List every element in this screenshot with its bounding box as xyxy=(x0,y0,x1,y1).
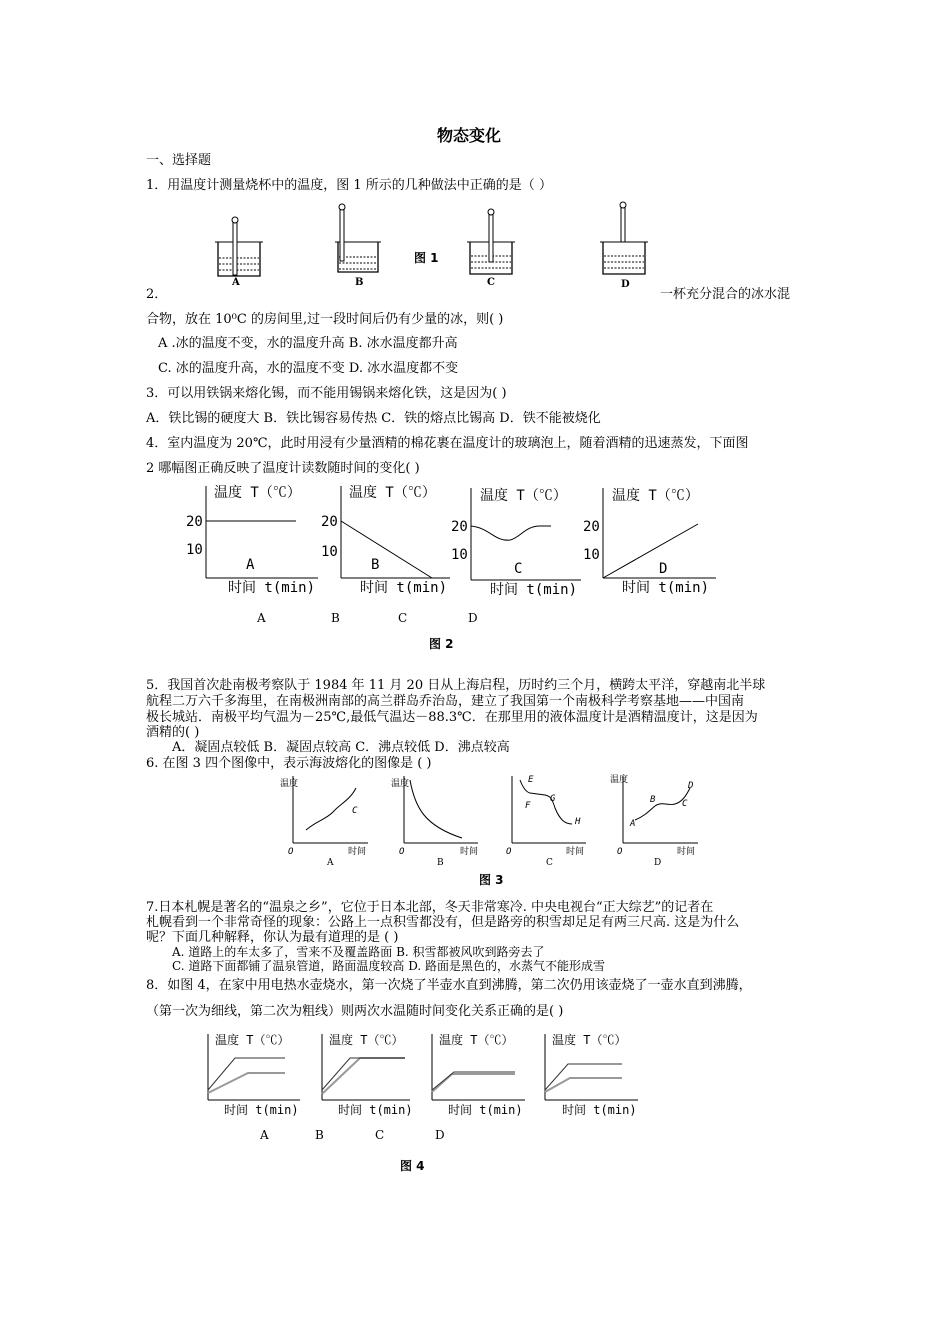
question-3-options: A．铁比锡的硬度大 B．铁比锡容易传热 C．铁的熔点比锡高 D．铁不能被烧化 xyxy=(146,411,601,426)
graph-3c-label-g: G xyxy=(550,794,556,804)
graph-4d-xlabel: 时间 t(min) xyxy=(562,1103,637,1117)
figure-3-caption: 图 3 xyxy=(479,873,504,887)
graph-2a xyxy=(186,484,318,596)
graph-4b xyxy=(322,1032,413,1117)
graph-3d-ylabel: 温度 xyxy=(610,775,629,785)
graph-4c xyxy=(432,1032,525,1117)
graph-3b xyxy=(391,776,478,857)
graph-2c-tick-20: 20 xyxy=(451,519,468,535)
graph-3a xyxy=(280,776,368,857)
fig3-option-b: B xyxy=(437,858,444,868)
figure-4-graphs xyxy=(0,1028,950,1128)
graph-4a-ylabel: 温度 T（℃） xyxy=(215,1033,290,1047)
graph-2b-xlabel: 时间 t(min) xyxy=(360,580,448,596)
graph-2c-ylabel: 温度 T（℃） xyxy=(480,488,567,504)
fig1-label-d: D xyxy=(621,279,630,290)
graph-3d-label-c: C xyxy=(682,799,688,809)
graph-4a xyxy=(208,1032,300,1117)
graph-3b-origin: O xyxy=(399,847,405,857)
graph-3d xyxy=(610,773,698,857)
graph-4c-xlabel: 时间 t(min) xyxy=(448,1103,523,1117)
graph-3a-label-c: C xyxy=(352,806,358,816)
question-6-text: 6. 在图 3 四个图像中，表示海波熔化的图像是 ( ) xyxy=(146,756,432,771)
graph-4c-ylabel: 温度 T（℃） xyxy=(439,1033,514,1047)
graph-2c-tick-10: 10 xyxy=(451,547,468,563)
graph-2a-ylabel: 温度 T（℃） xyxy=(214,485,301,501)
graph-2b-tick-20: 20 xyxy=(321,514,338,530)
graph-2a-tick-20: 20 xyxy=(186,514,203,530)
fig2-option-a: A xyxy=(257,611,266,625)
figure-4-caption: 图 4 xyxy=(400,1159,425,1173)
graph-2a-letter: A xyxy=(246,557,255,573)
fig2-option-b: B xyxy=(331,611,340,625)
question-7-line1: 7.日本札幌是著名的“温泉之乡”，它位于日本北部，冬天非常寒冷. 中央电视台“正大综艺”的记者在 xyxy=(146,900,714,915)
figure-1-beakers xyxy=(0,200,950,300)
beaker-b xyxy=(335,204,381,272)
question-4-line2: 2 哪幅图正确反映了温度计读数随时间的变化( ) xyxy=(146,461,420,476)
graph-2b-tick-10: 10 xyxy=(321,544,338,560)
question-1-text: 1．用温度计测量烧杯中的温度，图 1 所示的几种做法中正确的是（ ） xyxy=(146,178,552,193)
graph-3a-ylabel: 温度 xyxy=(280,779,299,789)
fig3-option-d: D xyxy=(654,858,662,868)
fig1-label-a: A xyxy=(232,277,240,288)
question-2-number: 2． xyxy=(146,287,168,302)
question-5-line2: 航程二万六千多海里，在南极洲南部的高兰群岛乔治岛，建立了我国第一个南极科学考察基地——中国南 xyxy=(146,694,745,709)
question-2-text-right: 一杯充分混合的冰水混 xyxy=(660,287,791,302)
question-3-text: 3．可以用铁锅来熔化锡，而不能用锡锅来熔化铁，这是因为( ) xyxy=(146,386,507,401)
graph-2a-tick-10: 10 xyxy=(186,542,203,558)
question-4-line1: 4．室内温度为 20℃，此时用浸有少量酒精的棉花裹在温度计的玻璃泡上，随着酒精的迅速蒸发，下面图 xyxy=(146,436,749,451)
graph-4d-ylabel: 温度 T（℃） xyxy=(552,1033,627,1047)
graph-3c-label-h: H xyxy=(575,817,581,827)
graph-2d-tick-10: 10 xyxy=(583,547,600,563)
fig4-option-b: B xyxy=(315,1128,324,1142)
fig4-option-c: C xyxy=(375,1128,385,1142)
graph-3c-label-f: F xyxy=(525,801,531,811)
fig3-option-a: A xyxy=(327,858,334,868)
graph-2d-xlabel: 时间 t(min) xyxy=(622,580,710,596)
beaker-d xyxy=(600,202,648,274)
graph-2c-xlabel: 时间 t(min) xyxy=(490,582,578,598)
question-7-line3: 呢？下面几种解释，你认为最有道理的是 ( ) xyxy=(146,930,399,945)
figure-2-caption: 图 2 xyxy=(429,637,454,651)
question-2-options-cd: C. 冰的温度升高，水的温度不变 D. 冰水温度都不变 xyxy=(158,361,459,376)
question-5-options: A．凝固点较低 B．凝固点较高 C．沸点较低 D．沸点较高 xyxy=(172,740,510,755)
question-8-line1: 8．如图 4，在家中用电热水壶烧水，第一次烧了半壶水直到沸腾，第二次仍用该壶烧了一壶水直到沸腾， xyxy=(146,978,752,993)
question-8-line2: （第一次为细线，第二次为粗线）则两次水温随时间变化关系正确的是( ) xyxy=(146,1004,564,1019)
graph-3d-label-b: B xyxy=(650,795,656,805)
question-7-options-cd: C. 道路下面都铺了温泉管道，路面温度较高 D. 路面是黑色的，水蒸气不能形成雪 xyxy=(172,959,606,973)
graph-3c-label-e: E xyxy=(528,775,534,785)
graph-3c-origin: O xyxy=(506,847,512,857)
graph-2c xyxy=(451,487,581,598)
question-2-options-ab: A .冰的温度不变，水的温度升高 B. 冰水温度都升高 xyxy=(158,336,458,351)
fig4-option-d: D xyxy=(435,1128,445,1142)
fig1-label-c: C xyxy=(487,277,495,288)
graph-3c-xlabel: 时间 xyxy=(566,847,585,857)
fig3-option-c: C xyxy=(546,858,553,868)
section-heading: 一、选择题 xyxy=(146,153,212,168)
question-2-text: 合物，放在 10⁰C 的房间里,过一段时间后仍有少量的冰，则( ) xyxy=(146,312,504,327)
page-title: 物态变化 xyxy=(437,126,502,145)
graph-2d-ylabel: 温度 T（℃） xyxy=(612,488,699,504)
graph-4b-xlabel: 时间 t(min) xyxy=(338,1103,413,1117)
fig4-option-a: A xyxy=(260,1128,269,1142)
graph-3a-xlabel: 时间 xyxy=(348,847,367,857)
beaker-a xyxy=(215,217,263,276)
graph-3b-xlabel: 时间 xyxy=(460,847,479,857)
graph-2d-tick-20: 20 xyxy=(583,519,600,535)
fig2-option-d: D xyxy=(468,611,478,625)
question-7-options-ab: A. 道路上的车太多了，雪来不及覆盖路面 B. 积雪都被风吹到路旁去了 xyxy=(172,945,545,959)
question-5-line4: 酒精的( ) xyxy=(146,725,200,740)
graph-4b-ylabel: 温度 T（℃） xyxy=(329,1033,404,1047)
graph-3b-ylabel: 温度 xyxy=(391,779,410,789)
figure-1-caption: 图 1 xyxy=(414,251,439,265)
fig2-option-c: C xyxy=(398,611,408,625)
graph-2b-letter: B xyxy=(371,557,380,573)
graph-2b xyxy=(321,484,450,596)
graph-3d-xlabel: 时间 xyxy=(677,847,696,857)
fig1-label-b: B xyxy=(355,277,364,288)
graph-4d xyxy=(545,1032,638,1117)
graph-3d-label-d: D xyxy=(688,781,694,791)
graph-3d-label-a: A xyxy=(630,819,636,829)
graph-3c xyxy=(506,775,586,857)
graph-2d-letter: D xyxy=(659,561,668,577)
graph-3a-origin: O xyxy=(288,847,294,857)
question-7-line2: 札幌看到一个非常奇怪的现象：公路上一点积雪都没有，但是路旁的积雪却足足有两三尺高. 这是为什么 xyxy=(146,915,740,930)
graph-2d xyxy=(583,487,716,596)
figure-3-graphs xyxy=(0,768,950,878)
question-5-line1: 5．我国首次赴南极考察队于 1984 年 11 月 20 日从上海启程，历时约三个月，横跨太平洋，穿越南北半球 xyxy=(146,678,766,693)
graph-2c-letter: C xyxy=(514,561,523,577)
graph-4a-xlabel: 时间 t(min) xyxy=(224,1103,299,1117)
beaker-c xyxy=(467,209,515,274)
graph-2a-xlabel: 时间 t(min) xyxy=(228,580,316,596)
graph-2b-ylabel: 温度 T（℃） xyxy=(349,485,436,501)
figure-2-graphs xyxy=(0,480,950,610)
question-5-line3: 极长城站．南极平均气温为－25℃,最低气温达－88.3℃．在那里用的液体温度计是酒精温度计，这是因为 xyxy=(146,710,758,725)
graph-3d-origin: O xyxy=(617,847,623,857)
